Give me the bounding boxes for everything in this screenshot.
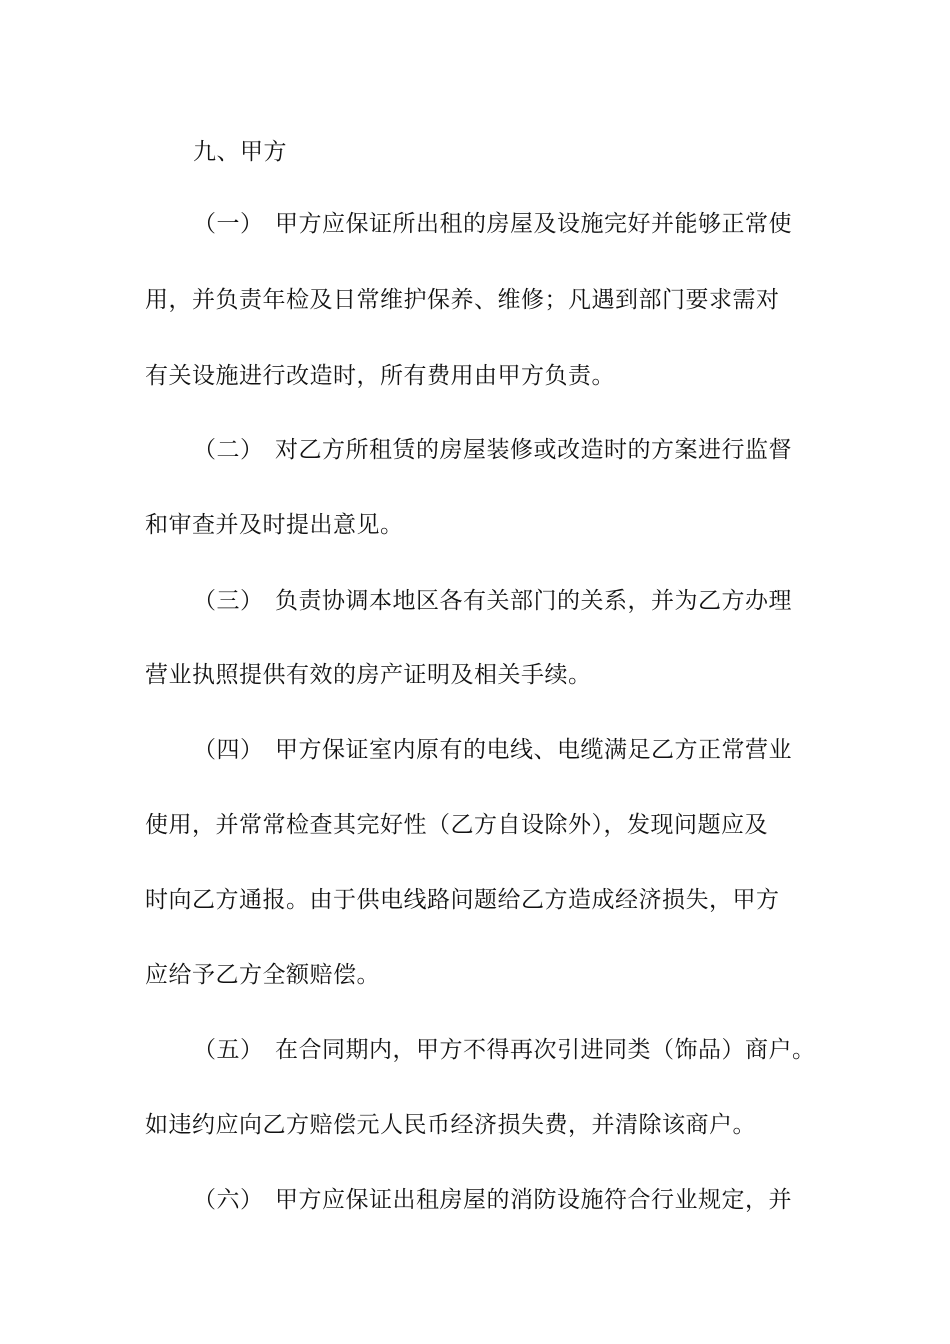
paragraph-2-line-2: 和审查并及时提出意见。: [145, 512, 404, 538]
paragraph-4-line-3: 时向乙方通报。由于供电线路问题给乙方造成经济损失，甲方: [145, 887, 780, 913]
paragraph-3-line-2: 营业执照提供有效的房产证明及相关手续。: [145, 662, 592, 688]
paragraph-4-line-4: 应给予乙方全额赔偿。: [145, 962, 380, 988]
paragraph-6-text: 甲方应保证出租房屋的消防设施符合行业规定，并: [275, 1187, 792, 1213]
paragraph-1-line-3: 有关设施进行改造时，所有费用由甲方负责。: [145, 363, 615, 389]
paragraph-1-text: 甲方应保证所出租的房屋及设施完好并能够正常使: [275, 211, 792, 237]
paragraph-4-line-2: 使用，并常常检查其完好性（乙方自设除外），发现问题应及: [145, 812, 768, 838]
paragraph-4-text: 甲方保证室内原有的电线、电缆满足乙方正常营业: [275, 737, 792, 763]
paragraph-4-marker: （四）: [193, 737, 264, 763]
paragraph-2-text: 对乙方所租赁的房屋装修或改造时的方案进行监督: [275, 437, 792, 463]
paragraph-3-marker: （三）: [193, 588, 264, 614]
paragraph-6-marker: （六）: [193, 1187, 264, 1213]
paragraph-4-line-1: [193, 735, 792, 765]
paragraph-6-line-1: [193, 1185, 792, 1215]
paragraph-1-marker: （一）: [193, 211, 264, 237]
paragraph-1-line-2: 用，并负责年检及日常维护保养、维修；凡遇到部门要求需对: [145, 287, 780, 313]
paragraph-5-text: 在合同期内，甲方不得再次引进同类（饰品）商户。: [275, 1037, 816, 1063]
paragraph-1-line-1: [193, 209, 792, 239]
paragraph-3-text: 负责协调本地区各有关部门的关系，并为乙方办理: [275, 588, 792, 614]
paragraph-5-line-1: [193, 1035, 816, 1065]
paragraph-5-marker: （五）: [193, 1037, 264, 1063]
paragraph-2-marker: （二）: [193, 437, 264, 463]
section-title: 九、甲方: [193, 139, 287, 165]
paragraph-2-line-1: [193, 435, 792, 465]
paragraph-3-line-1: [193, 586, 792, 616]
paragraph-5-line-2: 如违约应向乙方赔偿元人民币经济损失费，并清除该商户。: [145, 1112, 756, 1138]
